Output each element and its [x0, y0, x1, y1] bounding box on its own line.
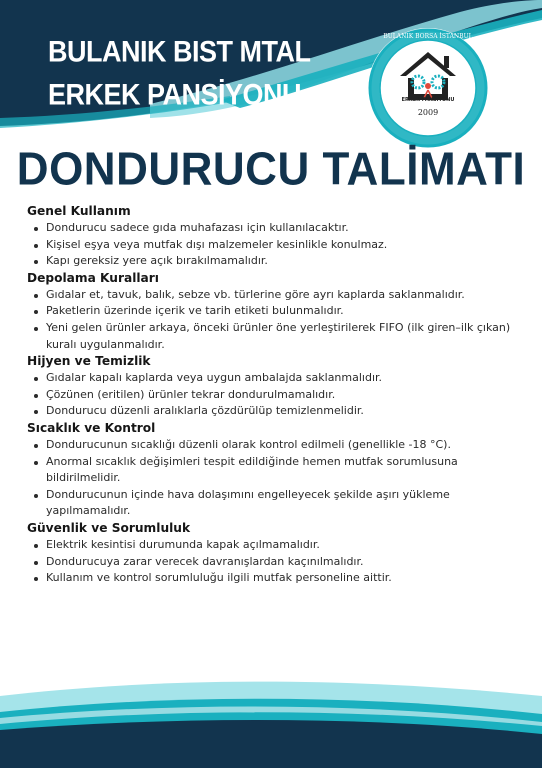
rule-item: Dondurucu sadece gıda muhafazası için kullanılacaktır. [46, 220, 517, 237]
section-heading: Hijyen ve Temizlik [27, 354, 151, 369]
rule-item: Dondurucunun içinde hava dolaşımını engelleyecek şekilde aşırı yükleme yapılmamalıdır. [46, 487, 517, 520]
section-heading: Güvenlik ve Sorumluluk [27, 520, 191, 535]
rule-list [27, 287, 517, 353]
rule-item: Kullanım ve kontrol sorumluluğu ilgili mutfak personeline aittir. [46, 570, 517, 587]
rule-item: Elektrik kesintisi durumunda kapak açılmamalıdır. [46, 537, 517, 554]
school-emblem-logo [366, 26, 490, 150]
rule-list [27, 437, 517, 520]
institution-name-line1: BULANIK BIST MTAL [48, 35, 311, 68]
rule-item: Yeni gelen ürünler arkaya, önceki ürünler öne yerleştirilerek FIFO (ilk giren–ilk çıkan) kuralı uygulanmalıdır. [46, 320, 517, 353]
emblem-year: 2009 [417, 108, 439, 117]
svg-text:BULANIK BORSA İSTANBUL: BULANIK BORSA İSTANBUL [383, 33, 473, 40]
section-safety-responsibility [27, 520, 517, 587]
rule-item: Anormal sıcaklık değişimleri tespit edildiğinde hemen mutfak sorumlusuna bildirilmelidir. [46, 454, 517, 487]
rule-item: Dondurucunun sıcaklığı düzenli olarak kontrol edilmeli (genellikle -18 °C). [46, 437, 517, 454]
rule-item: Dondurucuya zarar verecek davranışlardan kaçınılmalıdır. [46, 554, 517, 571]
section-general-usage [27, 203, 517, 270]
rule-list [27, 537, 517, 587]
rule-item: Kişisel eşya veya mutfak dışı malzemeler kesinlikle konulmaz. [46, 237, 517, 254]
rule-item: Dondurucu düzenli aralıklarla çözdürülüp temizlenmelidir. [46, 403, 517, 420]
institution-name-line2: ERKEK PANSİYONU [48, 78, 302, 111]
rule-item: Gıdalar et, tavuk, balık, sebze vb. türlerine göre ayrı kaplarda saklanmalıdır. [46, 287, 517, 304]
footer-background [0, 668, 542, 768]
rule-list [27, 370, 517, 420]
institution-name [48, 30, 310, 116]
emblem-caption: ERKEK PANSİYONU [401, 97, 455, 103]
section-hygiene-cleaning [27, 353, 517, 420]
section-storage-rules [27, 270, 517, 353]
rule-item: Gıdalar kapalı kaplarda veya uygun ambalajda saklanmalıdır. [46, 370, 517, 387]
instruction-content [27, 203, 517, 587]
rule-item: Kapı gereksiz yere açık bırakılmamalıdır. [46, 253, 517, 270]
document-title: DONDURUCU TALİMATI [16, 143, 526, 196]
section-heading: Depolama Kuralları [27, 270, 159, 285]
section-temperature-control [27, 420, 517, 520]
section-heading: Sıcaklık ve Kontrol [27, 420, 156, 435]
rule-item: Çözünen (eritilen) ürünler tekrar dondurulmamalıdır. [46, 387, 517, 404]
section-heading: Genel Kullanım [27, 204, 131, 218]
rule-list [27, 220, 517, 270]
rule-item: Paketlerin üzerinde içerik ve tarih etiketi bulunmalıdır. [46, 303, 517, 320]
